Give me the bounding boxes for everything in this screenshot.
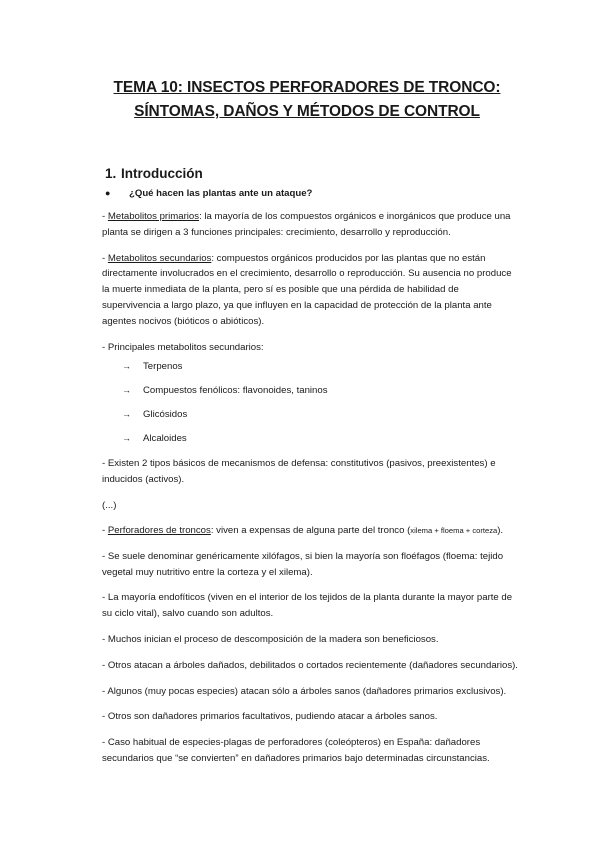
list-item (122, 359, 518, 374)
paragraph-primary-metabolites (102, 209, 518, 241)
arrow-right-icon: → (122, 361, 131, 372)
list-item-text: Glicósidos (143, 409, 188, 421)
definition-text: : viven a expensas de alguna parte del tronco ( (210, 524, 411, 536)
definition-text: : la mayoría de los compuestos orgánicos e inorgánicos que produce una planta se dirigen a 3 funciones principales: crecimiento, desarrollo y reproducción. (102, 211, 511, 238)
list-item (122, 431, 518, 446)
arrow-right-icon: → (122, 409, 131, 420)
paragraph-defense-mechanisms: - Existen 2 tipos básicos de mecanismos de defensa: constitutivos (pasivos, preexistentes) e inducidos (activos). (102, 458, 496, 486)
question-text: ¿Qué hacen las plantas ante un ataque? (129, 188, 313, 199)
list-item-text: Terpenos (143, 361, 183, 373)
term-trunk-borers: Perforadores de troncos (107, 524, 211, 536)
paragraph-endophytic: - La mayoría endofíticos (viven en el interior de los tejidos de la planta durante la mayor parte de su ciclo vital), salvo cuando son adultos. (102, 592, 513, 620)
paragraph-main-secondary: - Principales metabolitos secundarios: (102, 341, 264, 353)
paragraph-secondary-metabolites (102, 251, 518, 330)
paragraph-decomposition: - Muchos inician el proceso de descomposición de la madera son beneficiosos. (102, 633, 439, 645)
paragraph-primary-facultative: - Otros son dañadores primarios facultativos, pudiendo atacar a árboles sanos. (102, 711, 438, 723)
ellipsis: (...) (102, 499, 117, 511)
dash-prefix: - (102, 252, 108, 264)
closing-text: ). (497, 524, 504, 536)
list-item (122, 407, 518, 422)
term-primary-metabolites: Metabolitos primarios (107, 211, 200, 222)
paragraph-trunk-borers (102, 523, 518, 539)
bullet-icon: ● (105, 188, 111, 198)
list-item (122, 383, 518, 398)
title-line-2: SÍNTOMAS, DAÑOS Y MÉTODOS DE CONTROL (134, 103, 480, 120)
title-line-1: TEMA 10: INSECTOS PERFORADORES DE TRONCO: (113, 79, 501, 96)
metabolites-list (102, 359, 518, 446)
question-bullet (105, 186, 518, 201)
section-number: 1. (105, 166, 117, 181)
small-note: xilema + floema + corteza (410, 525, 498, 535)
paragraph-primary-exclusive: - Algunos (muy pocas especies) atacan sólo a árboles sanos (dañadores primarios exclusivos). (102, 685, 507, 697)
section-label: Introducción (121, 166, 203, 181)
term-secondary-metabolites: Metabolitos secundarios (107, 252, 212, 264)
arrow-right-icon: → (122, 385, 131, 396)
section-heading (105, 165, 518, 183)
document-title (96, 76, 518, 124)
arrow-right-icon: → (122, 433, 131, 444)
list-item-text: Alcaloides (143, 433, 187, 445)
paragraph-xylophagous: - Se suele denominar genéricamente xilófagos, si bien la mayoría son floéfagos (floema: tejido vegetal muy nutritivo entre la corteza y el xilema). (102, 550, 504, 578)
paragraph-secondary-damagers: - Otros atacan a árboles dañados, debilitados o cortados recientemente (dañadores secundarios). (102, 659, 518, 671)
dash-prefix: - (102, 524, 108, 536)
definition-text: : compuestos orgánicos producidos por las plantas que no están directamente involucrados en el crecimiento, desarrollo o reproducción. Su ausencia no produce la muerte inmediata de la planta, pero sí es posible que una pérdida de habilidad de supervivencia a largo plazo, ya que influyen en la capacidad de protección de la planta ante agentes nocivos (bióticos o abióticos). (102, 252, 512, 327)
paragraph-spain-case: - Caso habitual de especies-plagas de perforadores (coleópteros) en España: dañadores secundarios que “se convierten” en dañadores primarios bajo determinadas circunstancias. (102, 737, 490, 764)
list-item-text: Compuestos fenólicos: flavonoides, taninos (143, 385, 328, 397)
dash-prefix: - (102, 211, 108, 222)
